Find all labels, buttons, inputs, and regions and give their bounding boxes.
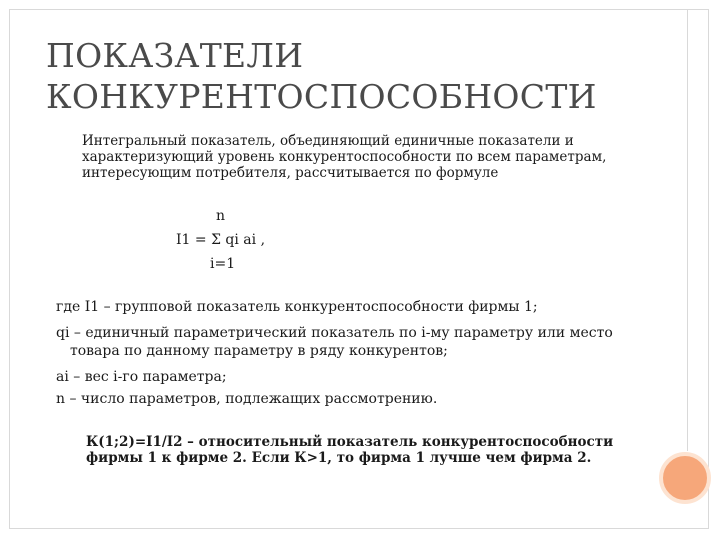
decorative-circle xyxy=(659,452,711,504)
legend-item: где I1 – групповой показатель конкурентоспособности фирмы 1; xyxy=(56,299,538,315)
legend-item: qi – единичный параметрический показатель по i-му параметру или место товара по данному параметру в ряду конкурентов; xyxy=(56,325,613,359)
conclusion-note: К(1;2)=I1/I2 – относительный показатель конкурентоспособности фирмы 1 к фирме 2. Если К>1, то фирма 1 лучше чем фирма 2. xyxy=(86,434,614,466)
legend-item: ai – вес i-го параметра; xyxy=(56,369,227,385)
formula-lower-limit: i=1 xyxy=(210,256,236,272)
formula-upper-limit: n xyxy=(216,208,226,224)
title-line-2: КОНКУРЕНТОСПОСОБНОСТИ xyxy=(46,77,597,116)
title-line-1: ПОКАЗАТЕЛИ xyxy=(46,36,304,75)
frame-vertical-rule xyxy=(687,9,688,451)
formula-main: I1 = Σ qi ai , xyxy=(176,232,266,248)
slide-title xyxy=(46,35,666,117)
legend-item: n – число параметров, подлежащих рассмотрению. xyxy=(56,391,438,407)
intro-paragraph: Интегральный показатель, объединяющий единичные показатели и характеризующий уровень конкурентоспособности по всем параметрам, интересующим потребителя, рассчитывается по формуле xyxy=(82,133,607,181)
